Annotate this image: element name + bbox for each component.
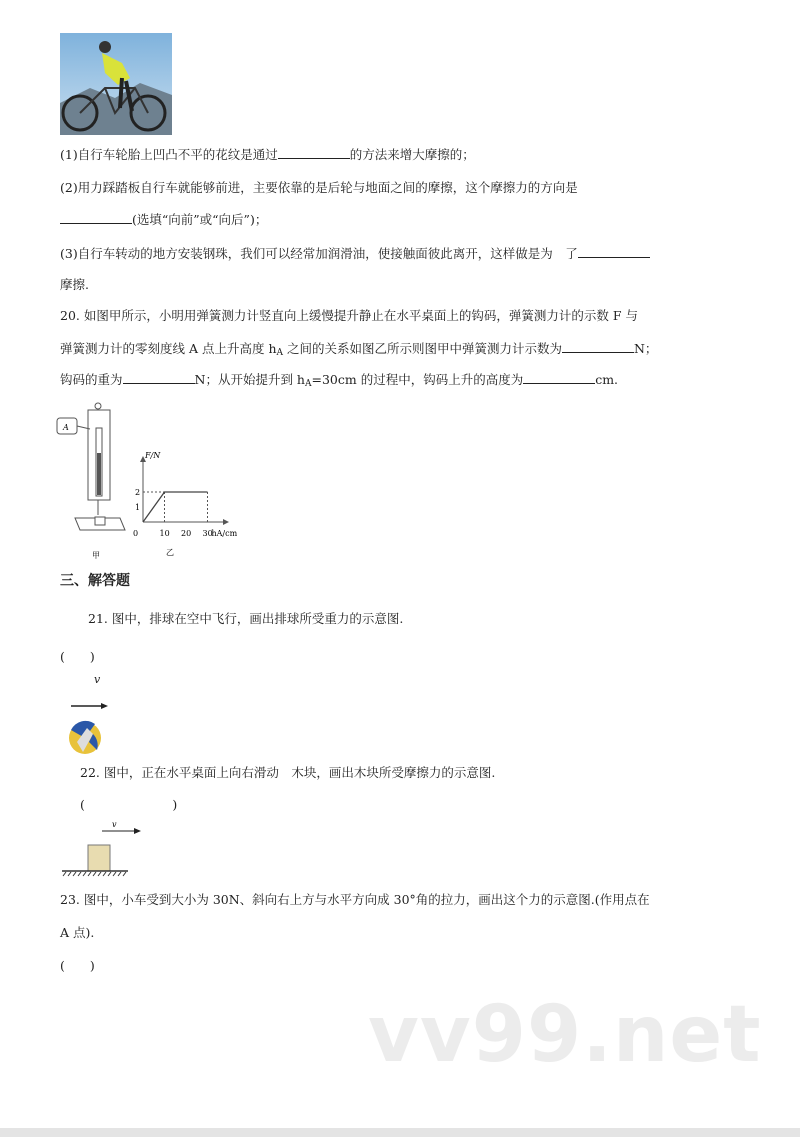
q19-part2-end: (选填“向前”或“向后”)； (132, 212, 268, 227)
x-tick-label: 20 (181, 529, 192, 538)
answer-blank[interactable] (60, 211, 132, 224)
velocity-label: v (94, 673, 101, 686)
figure-b-caption: 乙 (166, 548, 174, 557)
point-a-label: A (63, 423, 69, 432)
q19-part1: (1)自行车轮胎上凹凸不平的花纹是通过 (60, 147, 278, 162)
y-axis-label: F/N (145, 451, 161, 460)
q23-answer-paren[interactable]: ( ) (60, 958, 95, 973)
y-tick-label: 2 (135, 488, 141, 497)
axis-arrows (140, 456, 229, 525)
x-axis-label: hA/cm (211, 529, 238, 538)
q19-part2: (2)用力踩踏板自行车就能够前进，主要依靠的是后轮与地面之间的摩擦，这个摩擦力的方向是 (60, 180, 578, 195)
q21-text: 21. 图中，排球在空中飞行，画出排球所受重力的示意图. (88, 611, 404, 626)
q19-part3-end: 摩擦. (60, 277, 89, 292)
answer-blank[interactable] (123, 371, 195, 384)
q20-line1: 20. 如图甲所示，小明用弹簧测力计竖直向上缓慢提升静止在水平桌面上的钩码，弹簧测力计的示数 F 与 (60, 308, 638, 323)
q20-line3b: N；从开始提升到 h (194, 372, 305, 387)
watermark: vv99.net (368, 990, 762, 1080)
figure-a-caption: 甲 (92, 551, 100, 560)
answer-blank[interactable] (578, 245, 650, 258)
bottom-bar (0, 1128, 800, 1137)
subscript: A (276, 348, 283, 358)
force-height-chart (133, 451, 238, 538)
subscript: A (304, 379, 312, 389)
volleyball-figure (65, 700, 110, 755)
q19-part1-end: 的方法来增大摩擦的； (349, 147, 475, 162)
q22-text: 22. 图中，正在水平桌面上向右滑动 木块，画出木块所受摩擦力的示意图. (80, 765, 496, 780)
q20-line2: 弹簧测力计的零刻度线 A 点上升高度 h (60, 341, 277, 356)
q20-unit: cm. (595, 372, 619, 387)
x-tick-label: 0 (133, 529, 139, 538)
q20-line2b: 之间的关系如图乙所示则图甲中弹簧测力计示数为 (283, 341, 562, 356)
q23-line1: 23. 图中，小车受到大小为 30N、斜向右上方与水平方向成 30°角的拉力，画出这个力的示意图.(作用点在 (60, 892, 650, 907)
q20-line3c: =30cm 的过程中，钩码上升的高度为 (311, 372, 524, 387)
answer-blank[interactable] (523, 371, 595, 384)
q19-part3: (3)自行车转动的地方安装钢珠，我们可以经常加润滑油，使接触面彼此离开，这样做是为 了 (60, 246, 578, 261)
q20-line3: 钩码的重为 (60, 372, 123, 387)
x-tick-label: 10 (159, 529, 170, 538)
data-line (143, 492, 208, 522)
section-heading: 三、解答题 (60, 573, 130, 589)
y-tick-label: 1 (135, 503, 141, 512)
q20-unit: N； (633, 341, 658, 356)
answer-blank[interactable] (278, 146, 350, 159)
q22-answer-paren[interactable]: ( ) (80, 797, 178, 812)
velocity-label: v (112, 820, 117, 829)
cyclist-photo (60, 33, 172, 135)
spring-scale-figure (55, 400, 255, 565)
answer-blank[interactable] (562, 340, 634, 353)
q23-line2: A 点). (60, 925, 95, 940)
q21-answer-paren[interactable]: ( ) (60, 649, 95, 664)
guide-lines (143, 492, 208, 522)
wood-block-figure (60, 818, 150, 883)
x-tick-label: 30 (202, 529, 213, 538)
